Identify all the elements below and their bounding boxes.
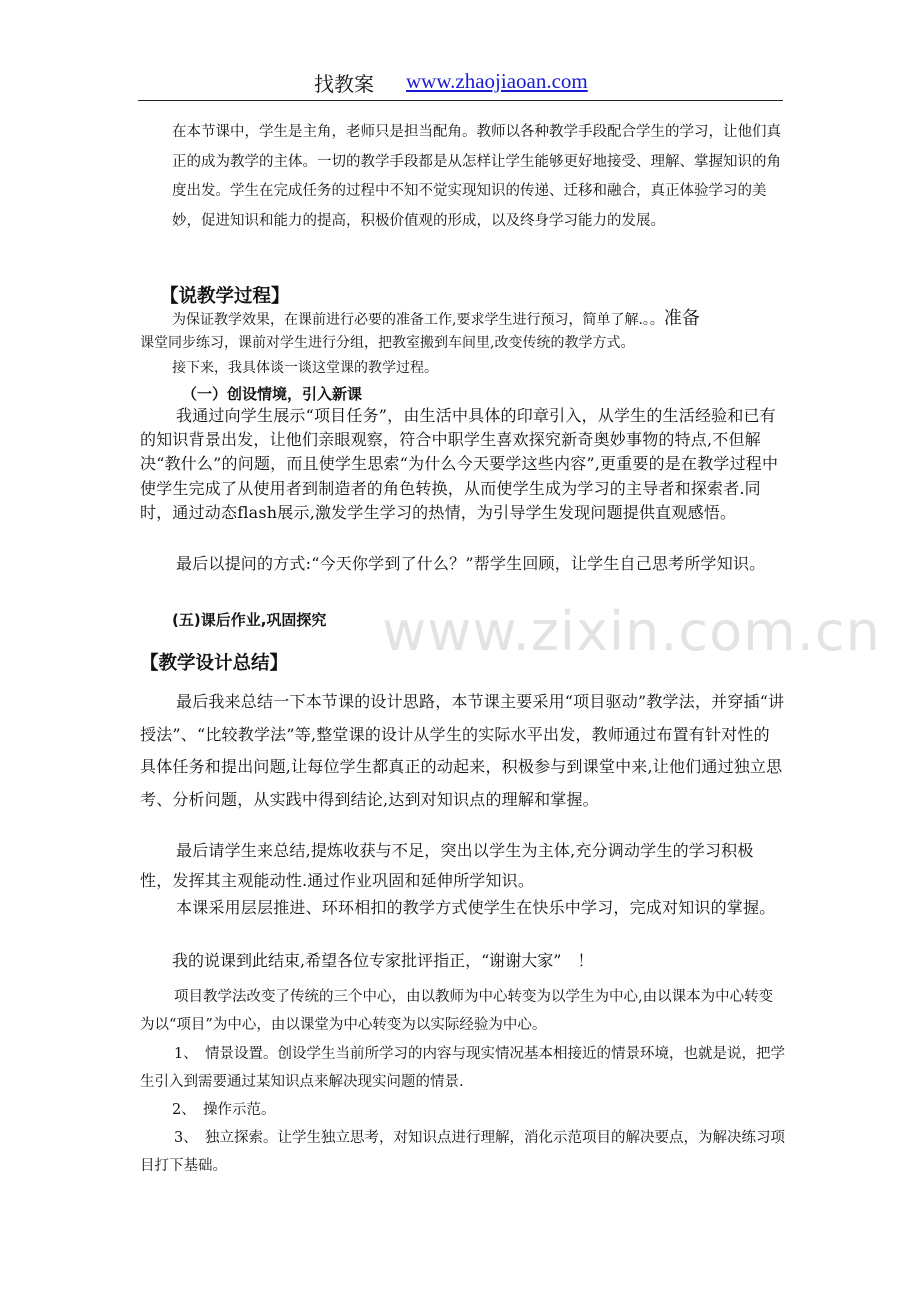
list-item: 3、 独立探索。让学生独立思考，对知识点进行理解，消化示范项目的解决要点，为解决练习项目打下基础。 [140, 1130, 785, 1174]
prep-text: 为保证教学效果，在课前进行必要的准备工作,要求学生进行预习，简单了解.。。 [172, 312, 664, 328]
summary-paragraph-3: 本课采用层层推进、环环相扣的教学方式使学生在快乐中学习，完成对知识的掌握。 [176, 898, 776, 917]
list-item: 1、 情景设置。创设学生当前所学习的内容与现实情况基本相接近的情景环境，也就是说，把学生引入到需要通过某知识点来解决现实问题的情景. [140, 1046, 785, 1090]
method-intro-paragraph: 项目教学法改变了传统的三个中心，由以教师为中心转变为以学生为中心,由以课本为中心转变为以“项目”为中心，由以课堂为中心转变为以实际经验为中心。 [140, 989, 774, 1033]
summary-paragraph-1: 最后我来总结一下本节课的设计思路，本节课主要采用“项目驱动”教学法，并穿插“讲授法”、“比较教学法”等,整堂课的设计从学生的实际水平出发，教师通过布置有针对性的具体任务和提出问题,让每位学生都真正的动起来，积极参与到课堂中来,让他们通过独立思考、分析问题，从实践中得到结论,达到对知识点的理解和掌握。 [140, 692, 785, 809]
process-heading: 【说教学过程】 [160, 286, 290, 307]
question-paragraph: 最后以提问的方式:“今天你学到了什么？”帮学生回顾，让学生自己思考所学知识。 [176, 554, 766, 573]
closing-paragraph: 我的说课到此结束,希望各位专家批评指正，“谢谢大家” ！ [172, 951, 594, 970]
page-header [138, 64, 783, 101]
summary-heading: 【教学设计总结】 [140, 653, 289, 674]
intro-paragraph: 在本节课中，学生是主角，老师只是担当配角。教师以各种教学手段配合学生的学习，让他们真正的成为教学的主体。一切的教学手段都是从怎样让学生能够更好地接受、理解、掌握知识的角度出发。学生在完成任务的过程中不知不觉实现知识的传递、迁移和融合，真正体验学习的美妙，促进知识和能力的提高，积极价值观的形成，以及终身学习能力的发展。 [172, 124, 781, 229]
header-url-link[interactable]: www.zhaojiaoan.com [406, 69, 588, 93]
list-item: 2、 操作示范。 [172, 1102, 276, 1118]
watermark: www.zixin.com.cn [382, 600, 881, 663]
step1-paragraph: 我通过向学生展示“项目任务”，由生活中具体的印章引入，从学生的生活经验和已有的知识背景出发，让他们亲眼观察，符合中职学生喜欢探究新奇奥妙事物的特点,不但解决“教什么”的问题，而且使学生思索“为什么今天要学这些内容”,更重要的是在教学过程中使学生完成了从使用者到制造者的角色转换，从而使学生成为学习的主导者和探索者.同时，通过动态flash展示,激发学生学习的热情，为引导学生发现问题提供直观感悟。 [140, 406, 779, 522]
next-paragraph: 接下来，我具体谈一谈这堂课的教学过程。 [172, 360, 438, 376]
step1-heading: （一）创设情境，引入新课 [182, 385, 363, 403]
prep-paragraph-line1 [172, 307, 790, 332]
step5-heading: (五)课后作业,巩固探究 [172, 611, 327, 629]
summary-paragraph-2: 最后请学生来总结,提炼收获与不足，突出以学生为主体,充分调动学生的学习积极性，发挥其主观能动性.通过作业巩固和延伸所学知识。 [140, 841, 754, 890]
prep-paragraph-line2: 课堂同步练习，课前对学生进行分组，把教室搬到车间里,改变传统的教学方式。 [140, 335, 635, 351]
header-site-name: 找教案 [314, 72, 374, 96]
prep-text-large: 准备 [663, 308, 700, 329]
